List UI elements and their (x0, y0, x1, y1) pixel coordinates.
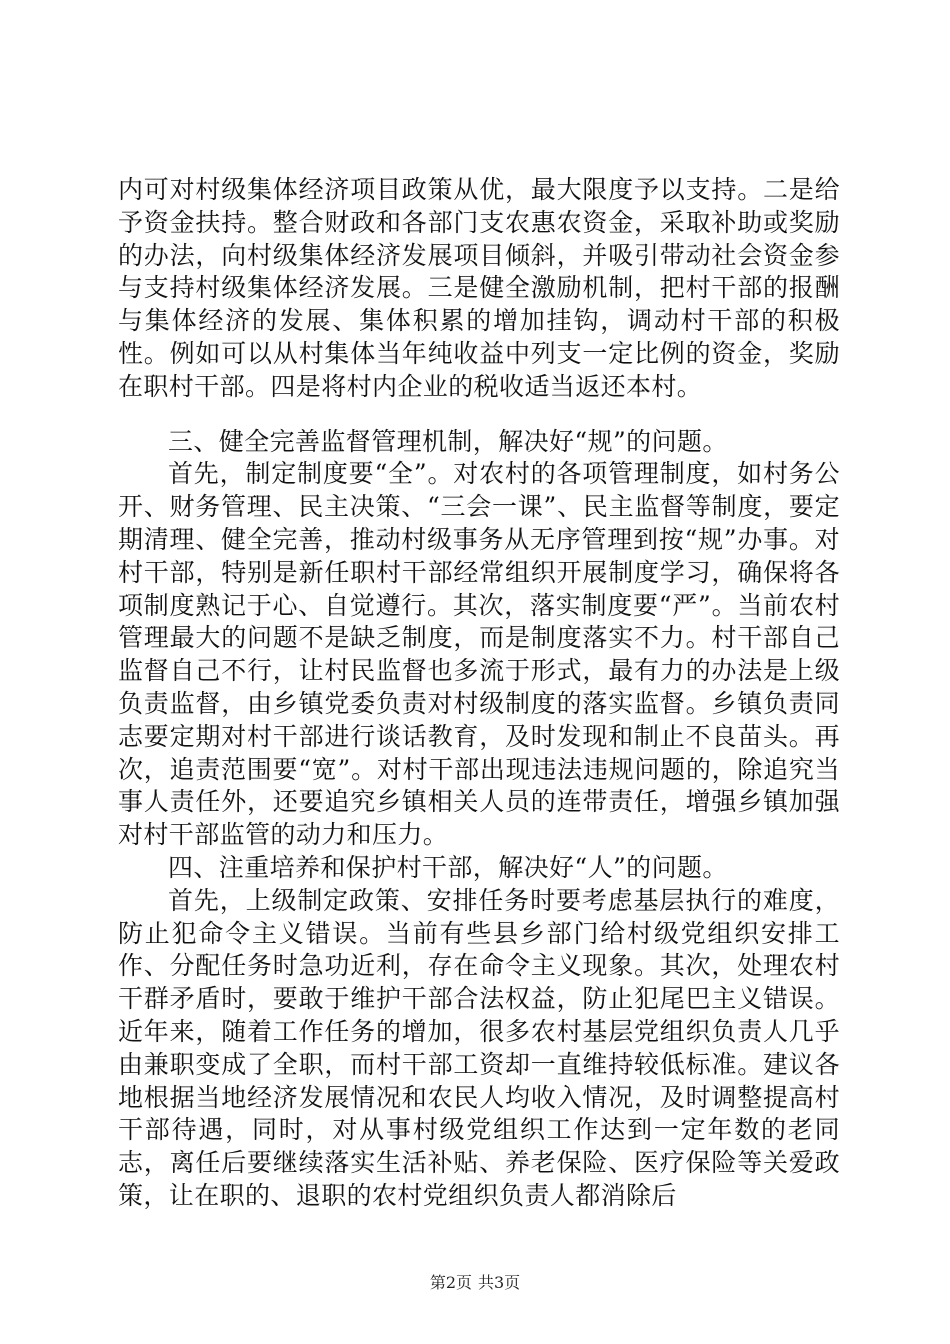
document-body (118, 174, 840, 1213)
page-footer (0, 1273, 950, 1293)
paragraph-supervision: 首先，制定制度要“全”。对农村的各项管理制度，如村务公开、财务管理、民主决策、“三会一课”、民主监督等制度，要定期清理、健全完善，推动村级事务从无序管理到按“规”办事。对村干部，特别是新任职村干部经常组织开展制度学习，确保将各项制度熟记于心、自觉遵行。其次，落实制度要“严”。当前农村管理最大的问题不是缺乏制度，而是制度落实不力。村干部自己监督自己不行，让村民监督也多流于形式，最有力的办法是上级负责监督，由乡镇党委负责对村级制度的落实监督。乡镇负责同志要定期对村干部进行谈话教育，及时发现和制止不良苗头。再次，追责范围要“宽”。对村干部出现违法违规问题的，除追究当事人责任外，还要追究乡镇相关人员的连带责任，增强乡镇加强对村干部监管的动力和压力。 (118, 459, 840, 850)
page-total: 共3页 (478, 1273, 521, 1292)
paragraph-cadre-protection: 首先，上级制定政策、安排任务时要考虑基层执行的难度，防止犯命令主义错误。当前有些县乡部门给村级党组织安排工作、分配任务时急功近利，存在命令主义现象。其次，处理农村干群矛盾时，要敢于维护干部合法权益，防止犯尾巴主义错误。近年来，随着工作任务的增加，很多农村基层党组织负责人几乎由兼职变成了全职，而村干部工资却一直维持较低标准。建议各地根据当地经济发展情况和农民人均收入情况，及时调整提高村干部待遇，同时，对从事村级党组织工作达到一定年数的老同志，离任后要继续落实生活补贴、养老保险、医疗保险等关爱政策，让在职的、退职的农村党组织负责人都消除后 (118, 885, 840, 1210)
paragraph-continuation: 内可对村级集体经济项目政策从优，最大限度予以支持。二是给予资金扶持。整合财政和各部门支农惠农资金，采取补助或奖励的办法，向村级集体经济发展项目倾斜，并吸引带动社会资金参与支持村级集体经济发展。三是健全激励机制，把村干部的报酬与集体经济的发展、集体积累的增加挂钩，调动村干部的积极性。例如可以从村集体当年纯收益中列支一定比例的资金，奖励在职村干部。四是将村内企业的税收适当返还本村。 (118, 175, 840, 401)
section-heading-four: 四、注重培养和保护村干部，解决好“人”的问题。 (168, 852, 728, 882)
paragraph-spacer (118, 404, 840, 426)
section-heading-three: 三、健全完善监督管理机制，解决好“规”的问题。 (168, 426, 728, 456)
page-number: 第2页 (429, 1273, 472, 1292)
